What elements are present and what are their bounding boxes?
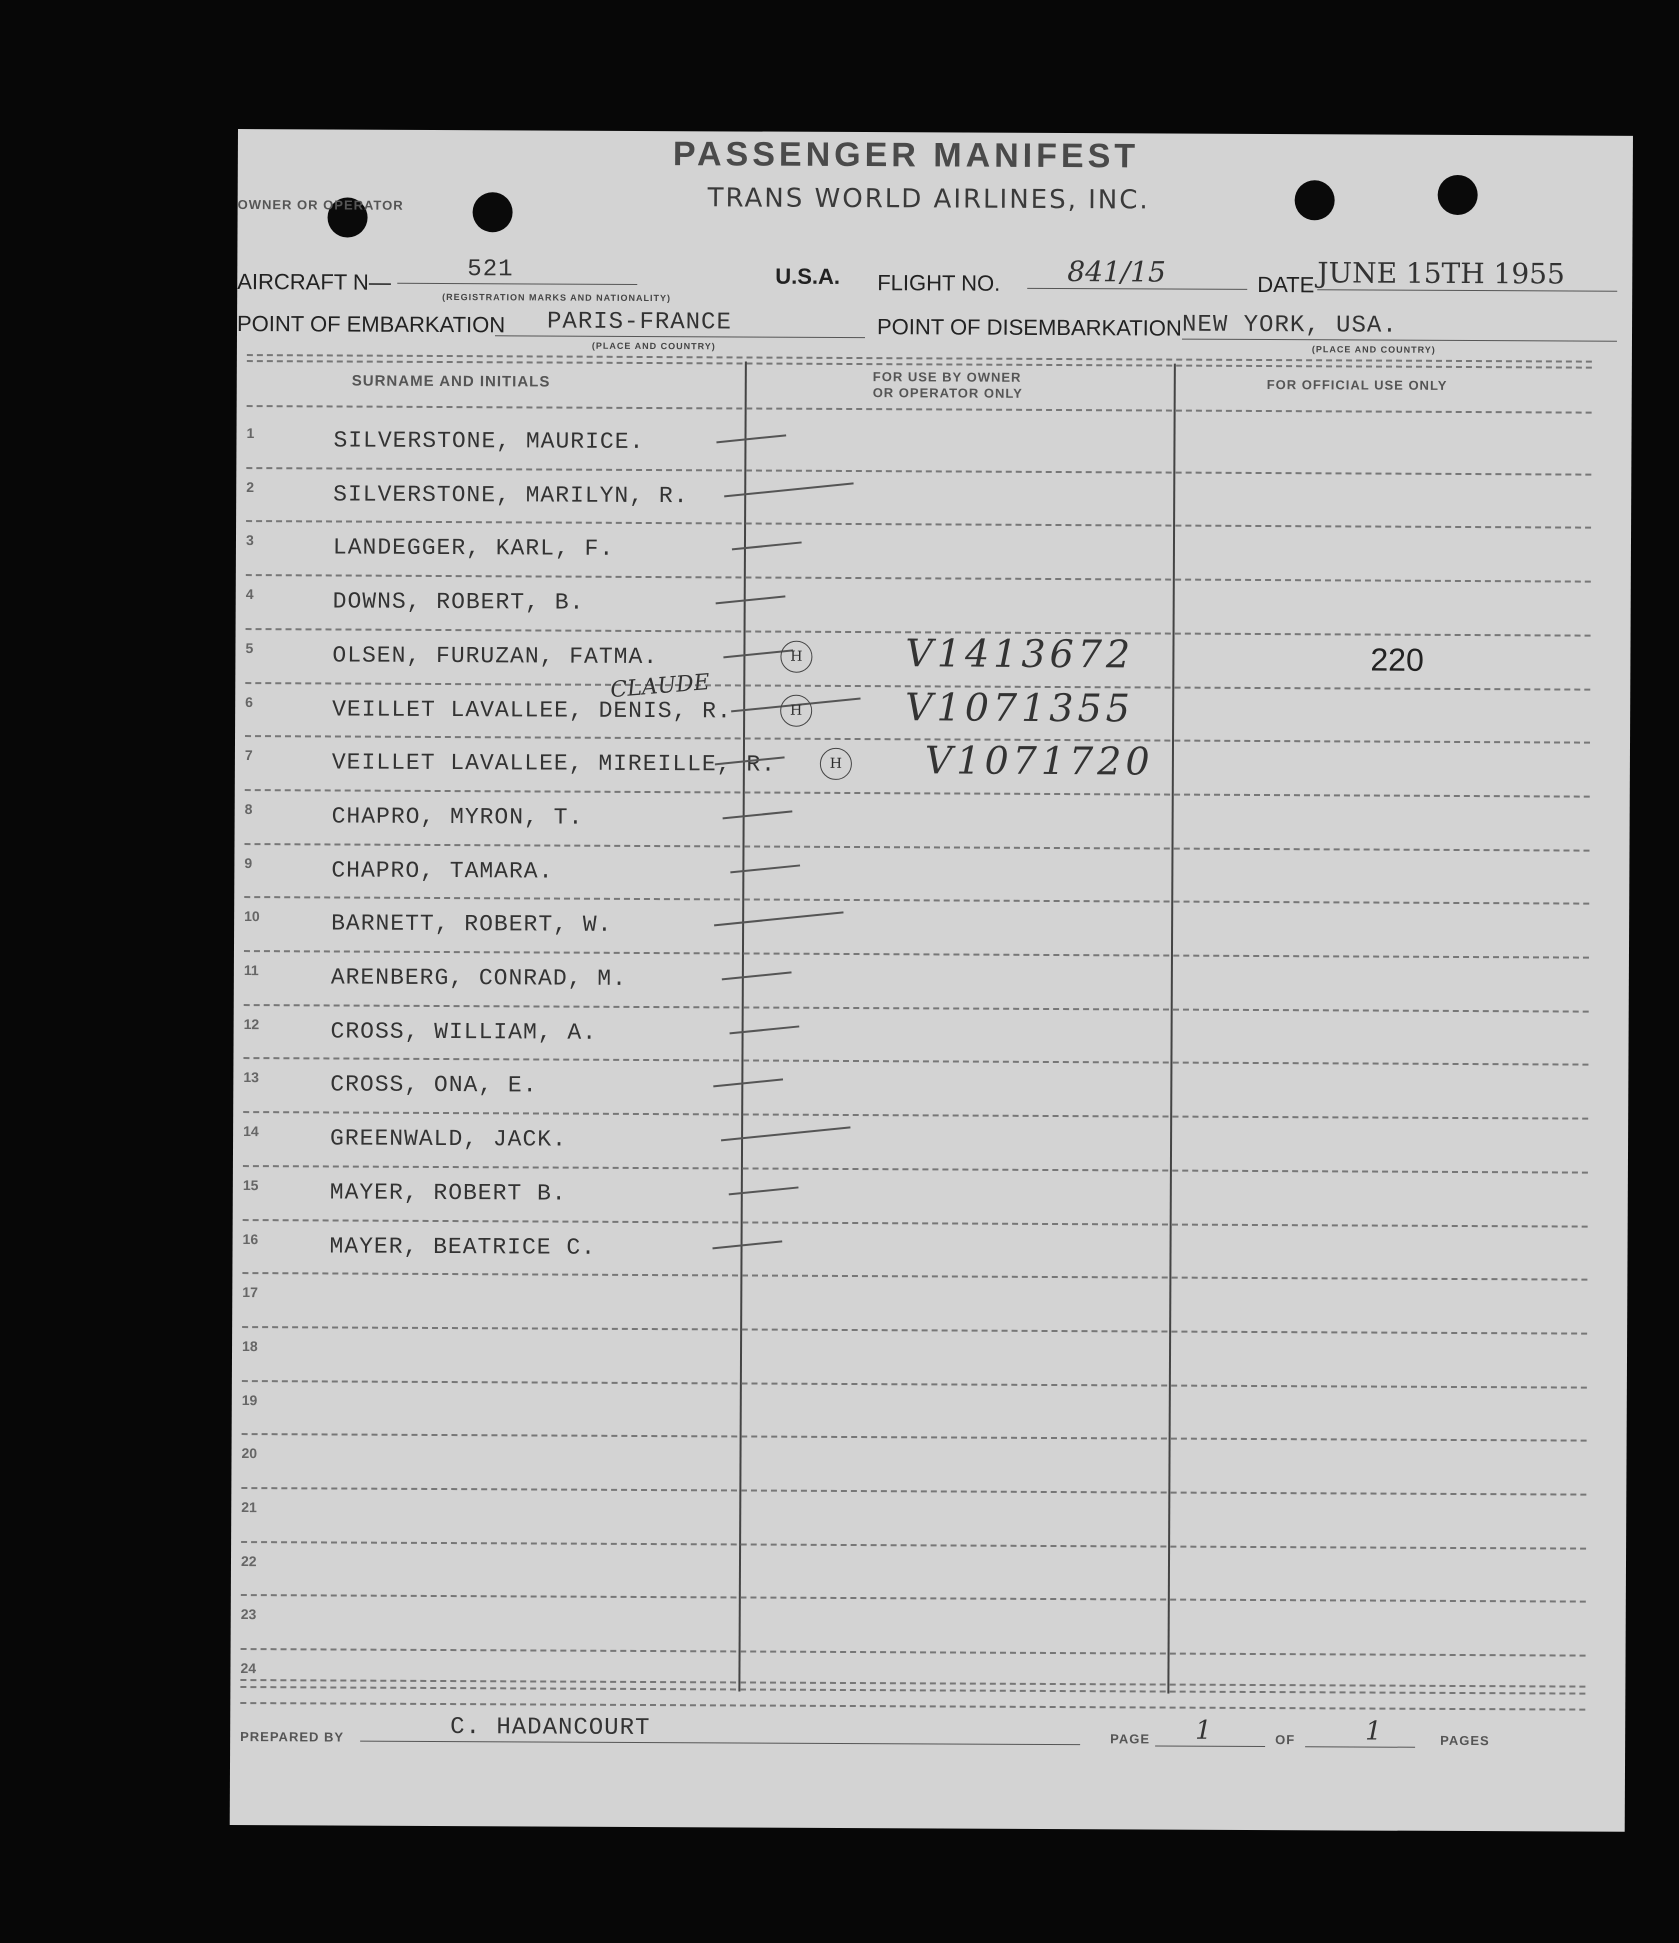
flight-date: JUNE 15TH 1955: [1317, 256, 1617, 291]
passenger-name: MAYER, ROBERT B.: [329, 1179, 567, 1207]
passenger-name: SILVERSTONE, MARILYN, R.: [333, 481, 689, 509]
check-mark: [722, 971, 792, 980]
aircraft-number: 521: [397, 256, 637, 285]
check-mark: [713, 1079, 783, 1088]
row-number: 17: [242, 1284, 258, 1301]
circled-mark: H: [780, 640, 812, 672]
passenger-name: CHAPRO, TAMARA.: [331, 857, 554, 885]
passenger-name: CHAPRO, MYRON, T.: [331, 803, 584, 831]
row-rule: [243, 1219, 1588, 1228]
passenger-name: LANDEGGER, KARL, F.: [332, 534, 615, 563]
aircraft-label: AIRCRAFT N—: [237, 268, 391, 295]
passenger-name: OLSEN, FURUZAN, FATMA.: [332, 642, 659, 670]
row-number: 9: [244, 854, 253, 871]
row-rule: [244, 1004, 1589, 1013]
usa-label: U.S.A.: [775, 263, 841, 289]
row-rule: [241, 1487, 1586, 1496]
check-mark: [714, 912, 844, 927]
table-bottom-rule-2: [240, 1686, 1585, 1695]
place-note-embarkation: (PLACE AND COUNTRY): [591, 340, 716, 352]
check-mark: [712, 1240, 782, 1249]
row-rule: [244, 896, 1589, 905]
column-divider-1: [738, 361, 746, 1691]
page-total: 1: [1305, 1716, 1415, 1748]
passport-number: V1413672: [905, 631, 1135, 677]
row-number: 23: [240, 1606, 257, 1623]
circled-mark: H: [780, 694, 812, 726]
passport-number: V1071720: [924, 738, 1154, 784]
prepared-by-value: C. HADANCOURT: [360, 1714, 1080, 1746]
embarkation-value: PARIS-FRANCE: [495, 308, 865, 338]
passenger-name: MAYER, BEATRICE C.: [329, 1232, 597, 1261]
row-rule: [245, 789, 1590, 798]
row-number: 2: [246, 478, 255, 495]
row-number: 22: [240, 1552, 257, 1569]
row-rule: [244, 950, 1589, 959]
disembarkation-label: POINT OF DISEMBARKATION: [876, 314, 1182, 341]
row-number: 16: [242, 1230, 259, 1247]
date-label: DATE: [1257, 271, 1315, 298]
check-mark: [723, 810, 793, 819]
column-header-owner-1: FOR USE BY OWNER: [872, 369, 1022, 385]
punch-hole-4: [1438, 175, 1478, 215]
row-rule: [245, 735, 1590, 744]
prepared-by-label: PREPARED BY: [240, 1729, 345, 1745]
column-header-surname: SURNAME AND INITIALS: [351, 372, 551, 391]
flight-label: FLIGHT NO.: [877, 270, 1001, 296]
page-label: PAGE: [1110, 1731, 1151, 1747]
row-rule: [246, 520, 1591, 529]
row-number: 10: [244, 908, 260, 925]
official-code: 220: [1370, 641, 1424, 678]
row-rule: [242, 1272, 1587, 1281]
row-number: 14: [243, 1123, 259, 1140]
row-rule: [246, 574, 1591, 583]
flight-number: 841/15: [1027, 255, 1247, 290]
manifest-sheet: [230, 129, 1633, 1832]
check-mark: [732, 542, 802, 551]
passenger-name: BARNETT, ROBERT, W.: [331, 910, 613, 939]
row-rule: [242, 1433, 1587, 1442]
row-number: 4: [245, 586, 254, 603]
passenger-name: SILVERSTONE, MAURICE.: [333, 427, 645, 455]
check-mark: [729, 1025, 799, 1034]
passenger-name: CROSS, ONA, E.: [330, 1071, 538, 1099]
row-rule: [241, 1594, 1586, 1603]
punch-hole-3: [1295, 180, 1335, 220]
row-rule: [241, 1648, 1586, 1657]
passenger-name: CROSS, WILLIAM, A.: [330, 1018, 598, 1046]
column-divider-2: [1167, 364, 1175, 1694]
row-number: 15: [242, 1176, 259, 1193]
row-number: 24: [240, 1660, 257, 1677]
row-number: 13: [243, 1069, 259, 1086]
row-number: 1: [246, 425, 255, 442]
place-note-disembarkation: (PLACE AND COUNTRY): [1311, 344, 1436, 355]
passport-number: V1071355: [905, 684, 1134, 730]
row-rule: [243, 1165, 1588, 1174]
column-header-official: FOR OFFICIAL USE ONLY: [1266, 377, 1448, 393]
row-rule: [241, 1541, 1586, 1550]
row-number: 18: [242, 1337, 258, 1355]
registration-note: (REGISTRATION MARKS AND NATIONALITY): [442, 291, 672, 304]
row-number: 7: [244, 747, 253, 764]
row-rule: [245, 843, 1590, 852]
punch-hole-2: [472, 192, 512, 232]
row-number: 8: [244, 800, 253, 817]
row-rule: [246, 467, 1591, 476]
header-rule: [247, 405, 1592, 414]
embarkation-label: POINT OF EMBARKATION: [236, 310, 506, 338]
pages-label: PAGES: [1440, 1732, 1490, 1749]
row-number: 5: [245, 639, 254, 656]
circled-mark: H: [820, 748, 852, 780]
row-number: 19: [241, 1391, 258, 1408]
row-rule: [240, 1702, 1585, 1711]
row-rule: [242, 1380, 1587, 1389]
page-number: 1: [1155, 1716, 1265, 1748]
passenger-name: ARENBERG, CONRAD, M.: [330, 964, 627, 992]
row-number: 20: [241, 1445, 258, 1462]
check-mark: [716, 595, 786, 604]
row-rule: [243, 1111, 1588, 1120]
row-number: 3: [245, 532, 254, 549]
check-mark: [729, 1186, 799, 1195]
row-number: 21: [241, 1499, 257, 1516]
name-correction: CLAUDE: [609, 669, 711, 703]
passenger-name: VEILLET LAVALLEE, DENIS, R.: [332, 695, 732, 724]
owner-operator-label: OWNER OR OPERATOR: [237, 196, 404, 213]
of-label: OF: [1275, 1732, 1296, 1748]
passenger-name: VEILLET LAVALLEE, MIREILLE, R.: [331, 749, 777, 778]
row-number: 6: [245, 693, 254, 710]
row-number: 12: [243, 1015, 260, 1032]
company-name: TRANS WORLD AIRLINES, INC.: [707, 183, 1150, 216]
check-mark: [716, 434, 786, 443]
passenger-name: DOWNS, ROBERT, B.: [332, 588, 585, 616]
check-mark: [730, 864, 800, 873]
passenger-name: GREENWALD, JACK.: [330, 1125, 567, 1153]
row-number: 11: [243, 962, 259, 979]
column-header-owner-2: OR OPERATOR ONLY: [872, 385, 1023, 401]
disembarkation-value: NEW YORK, USA.: [1182, 312, 1617, 342]
row-rule: [243, 1057, 1588, 1066]
manifest-title: PASSENGER MANIFEST: [672, 135, 1140, 176]
row-rule: [242, 1326, 1587, 1335]
